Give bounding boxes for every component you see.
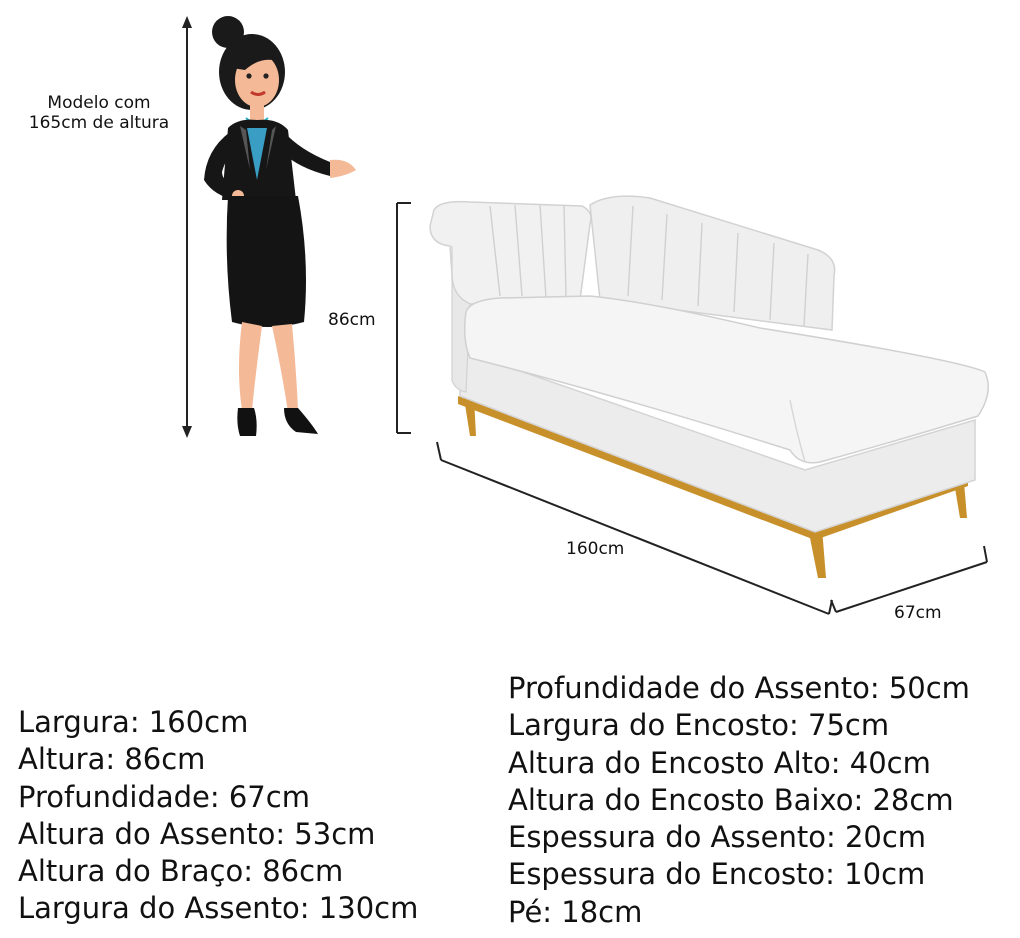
spec-item: Profundidade: 67cm xyxy=(18,779,310,814)
spec-item: Altura do Encosto Baixo: 28cm xyxy=(508,782,954,817)
spec-item: Largura: 160cm xyxy=(18,705,249,739)
spec-item: Largura do Encosto: 75cm xyxy=(508,708,890,743)
spec-item: Pé: 18cm xyxy=(508,894,643,929)
spec-item: Altura do Assento: 53cm xyxy=(18,816,376,851)
spec-item: Altura: 86cm xyxy=(18,742,206,777)
model-label-line-2: 165cm de altura xyxy=(28,113,170,133)
spec-item: Profundidade do Assento: 50cm xyxy=(508,671,970,705)
spec-item: Largura do Assento: 130cm xyxy=(18,891,419,926)
model-height-arrow xyxy=(182,16,192,438)
sofa-length-label: 160cm xyxy=(566,539,625,559)
sofa-height-label: 86cm xyxy=(328,310,376,330)
model-label-line-1: Modelo com xyxy=(47,93,151,113)
spec-item: Espessura do Assento: 20cm xyxy=(508,820,927,855)
chaise-longue-illustration xyxy=(430,196,988,578)
sofa-height-bracket xyxy=(397,203,411,433)
specs-left-list xyxy=(18,704,418,928)
spec-item: Espessura do Encosto: 10cm xyxy=(508,857,926,892)
model-height-label xyxy=(14,93,184,133)
spec-item: Altura do Encosto Alto: 40cm xyxy=(508,745,931,780)
woman-model-illustration xyxy=(204,16,356,436)
specs-right-list xyxy=(508,670,970,931)
spec-item: Altura do Braço: 86cm xyxy=(18,854,344,889)
sofa-depth-label: 67cm xyxy=(894,603,942,623)
